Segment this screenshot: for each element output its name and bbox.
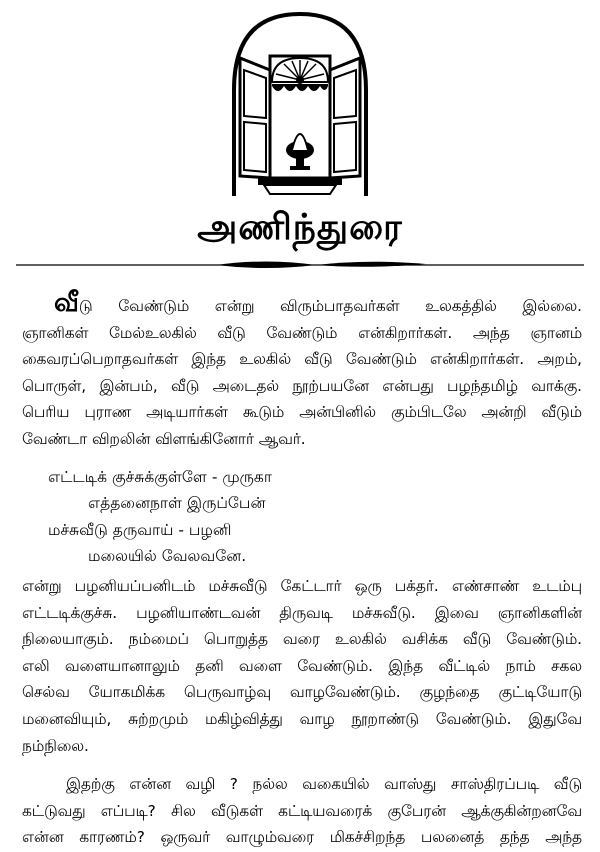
- paragraph-line: வீடு வேண்டும் என்று விரும்பாதவர்கள் உலகத்தில் இல்லை.: [54, 288, 582, 318]
- verse-line: எத்தனைநாள் இருப்பேன்: [88, 494, 266, 513]
- verse-block: [48, 464, 468, 570]
- paragraph-body: [22, 573, 582, 759]
- paragraph-intro: [22, 290, 582, 453]
- verse-line: மச்சுவீடு தருவாய் - பழனி: [48, 520, 232, 539]
- paragraph-line: என்று பழனியப்பனிடம் மச்சுவீடு கேட்டார் ஒரு பக்தர். எண்சாண் உடம்பு: [22, 577, 582, 595]
- paragraph-line: என்ன காரணம்? ஒருவர் வாழும்வரை மிகச்சிறந்த பலனைத் தந்த அந்த: [22, 828, 582, 847]
- verse-line: மலையில் வேலவனே.: [88, 547, 247, 566]
- verse-line: எட்டடிக் குச்சுக்குள்ளே - முருகா: [48, 468, 272, 486]
- drop-cap: வீ: [54, 288, 79, 318]
- paragraph-line: எட்டடிக்குச்சு. பழனியாண்டவன் திருவடி மச்சுவீடு. இவை ஞானிகளின்: [22, 603, 582, 622]
- decorative-divider: [16, 258, 584, 272]
- paragraph-line: எலி வளையானாலும் தனி வளை வேண்டும். இந்த வீட்டில் நாம் சகல: [22, 656, 582, 675]
- paragraph-question: [22, 771, 582, 851]
- paragraph-line: ஞானிகள் மேல்உலகில் வீடு வேண்டும் என்கிறார்கள். அந்த ஞானம்: [22, 323, 582, 342]
- page-title: அணிந்துரை: [197, 207, 403, 248]
- paragraph-line: நிலையாகும். நம்மைப் பொறுத்த வரை உலகில் வசிக்க வீடு வேண்டும்.: [22, 630, 582, 649]
- paragraph-line: பெரிய புராண அடியார்கள் கூடும் அன்பினில் கும்பிடலே அன்றி வீடும்: [22, 403, 582, 422]
- paragraph-line: இதற்கு என்ன வழி ? நல்ல வகையில் வாஸ்து சாஸ்திரப்படி வீடு: [66, 775, 582, 793]
- paragraph-line: நம்நிலை.: [22, 736, 89, 755]
- paragraph-line: கைவரப்பெறாதவர்கள் இந்த உலகில் வீடு வேண்டும் என்கிறார்கள். அறம்,: [22, 350, 582, 369]
- window-illustration: [200, 0, 400, 205]
- paragraph-line: வேண்டா விறலின் விளங்கினோர் ஆவர்.: [22, 429, 306, 448]
- paragraph-line: மனைவியும், சுற்றமும் மகிழ்வித்து வாழ நூறாண்டு வேண்டும். இதுவே: [22, 709, 582, 728]
- paragraph-line: கட்டுவது எப்படி? சில வீடுகள் கட்டியவரைக் குபேரன் ஆக்குகின்றனவே: [22, 801, 582, 820]
- paragraph-line: செல்வ யோகமிக்க பெருவாழ்வு வாழவேண்டும். குழந்தை குட்டியோடு: [22, 683, 582, 702]
- paragraph-line: பொருள், இன்பம், வீடு அடைதல் நூற்பயனே என்பது பழந்தமிழ் வாக்கு.: [22, 376, 582, 395]
